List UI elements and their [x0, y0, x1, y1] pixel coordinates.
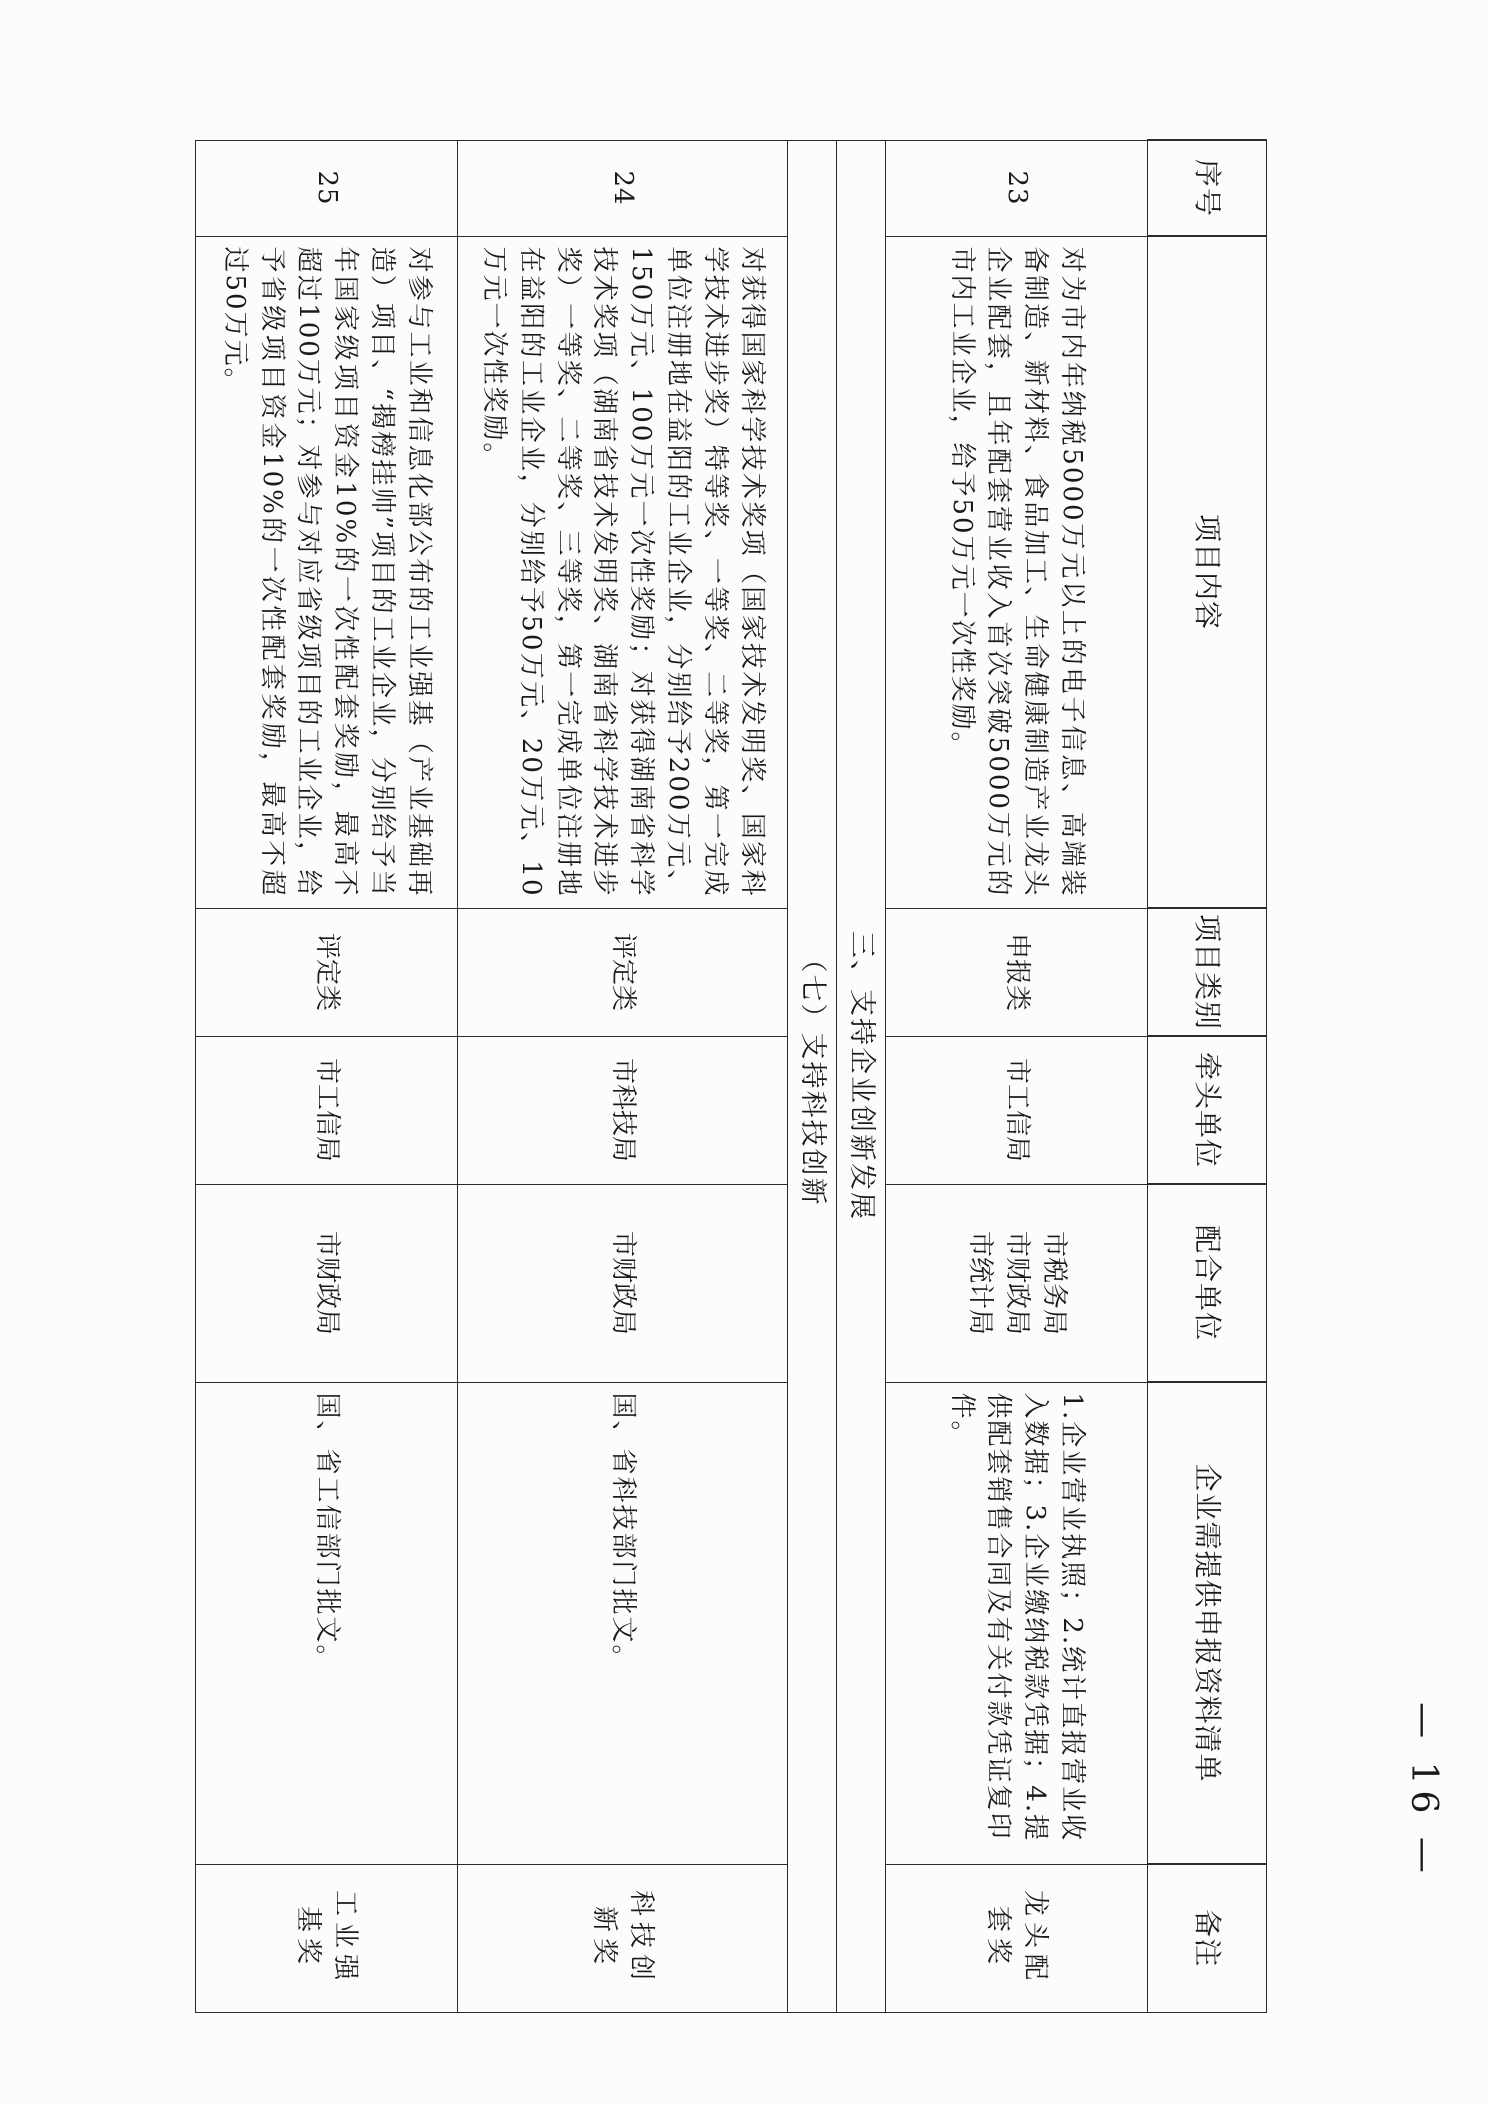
row-seq: 23 [886, 140, 1148, 236]
table-header-row [1148, 140, 1267, 2012]
coop-unit-line: 市税务局 [1038, 1230, 1069, 1335]
header-materials: 企业需提供申报资料清单 [1148, 1382, 1267, 1864]
coop-unit-line: 市财政局 [607, 1230, 638, 1335]
subsection-row [788, 140, 837, 2012]
header-lead-unit: 牵头单位 [1148, 1036, 1267, 1184]
row-lead-unit: 市工信局 [886, 1036, 1148, 1184]
page-number: — 16 — [1402, 1702, 1444, 1879]
row-content: 对为市内年纳税5000万元以上的电子信息、高端装备制造、新材料、食品加工、生命健康制造产业龙头企业配套，且年配套营业收入首次突破5000万元的市内工业企业，给予50万元一次性奖励。 [886, 236, 1148, 908]
coop-unit-line: 市财政局 [311, 1230, 342, 1335]
row-content: 对获得国家科学技术奖项（国家技术发明奖、国家科学技术进步奖）特等奖、一等奖、二等奖，第一完成单位注册地在益阳的工业企业，分别给予200万元、150万元、100万元一次性奖励；对获得湖南省科学技术奖项（湖南省技术发明奖、湖南省科学技术进步奖）一等奖、二等奖、三等奖，第一完成单位注册地在益阳的工业企业，分别给予50万元、20万元、10万元一次性奖励。 [458, 236, 788, 908]
header-category: 项目类别 [1148, 908, 1267, 1036]
coop-unit-line: 市财政局 [1001, 1230, 1032, 1335]
row-coop-unit [886, 1184, 1148, 1382]
header-remarks: 备注 [1148, 1864, 1267, 2012]
row-coop-unit [458, 1184, 788, 1382]
section-title: 三、支持企业创新发展 [837, 140, 886, 2012]
row-category: 申报类 [886, 908, 1148, 1036]
table-row [458, 140, 788, 2012]
row-content: 对参与工业和信息化部公布的工业强基（产业基础再造）项目、“揭榜挂帅”项目的工业企业，分别给予当年国家级项目资金10%的一次性配套奖励，最高不超过100万元；对参与对应省级项目的工业企业，给予省级项目资金10%的一次性配套奖励，最高不超过50万元。 [196, 236, 458, 908]
header-seq: 序号 [1148, 140, 1267, 236]
table-row [196, 140, 458, 2012]
row-remarks: 工业强基奖 [196, 1864, 458, 2012]
row-remarks: 龙头配套奖 [886, 1864, 1148, 2012]
row-seq: 25 [196, 140, 458, 236]
row-materials: 国、省工信部门批文。 [196, 1382, 458, 1864]
section-row [837, 140, 886, 2012]
row-seq: 24 [458, 140, 788, 236]
table-row [886, 140, 1148, 2012]
row-remarks: 科技创新奖 [458, 1864, 788, 2012]
coop-unit-line: 市统计局 [965, 1230, 996, 1335]
policy-table [195, 139, 1267, 2013]
row-coop-unit [196, 1184, 458, 1382]
row-lead-unit: 市工信局 [196, 1036, 458, 1184]
row-category: 评定类 [458, 908, 788, 1036]
row-materials: 国、省科技部门批文。 [458, 1382, 788, 1864]
header-coop-unit: 配合单位 [1148, 1184, 1267, 1382]
row-lead-unit: 市科技局 [458, 1036, 788, 1184]
header-content: 项目内容 [1148, 236, 1267, 908]
row-category: 评定类 [196, 908, 458, 1036]
rotated-page-content [215, 139, 1267, 2011]
row-materials: 1.企业营业执照；2.统计直报营业收入数据；3.企业缴纳税款凭据；4.提供配套销售合同及有关付款凭证复印件。 [886, 1382, 1148, 1864]
subsection-title: （七）支持科技创新 [788, 140, 837, 2012]
